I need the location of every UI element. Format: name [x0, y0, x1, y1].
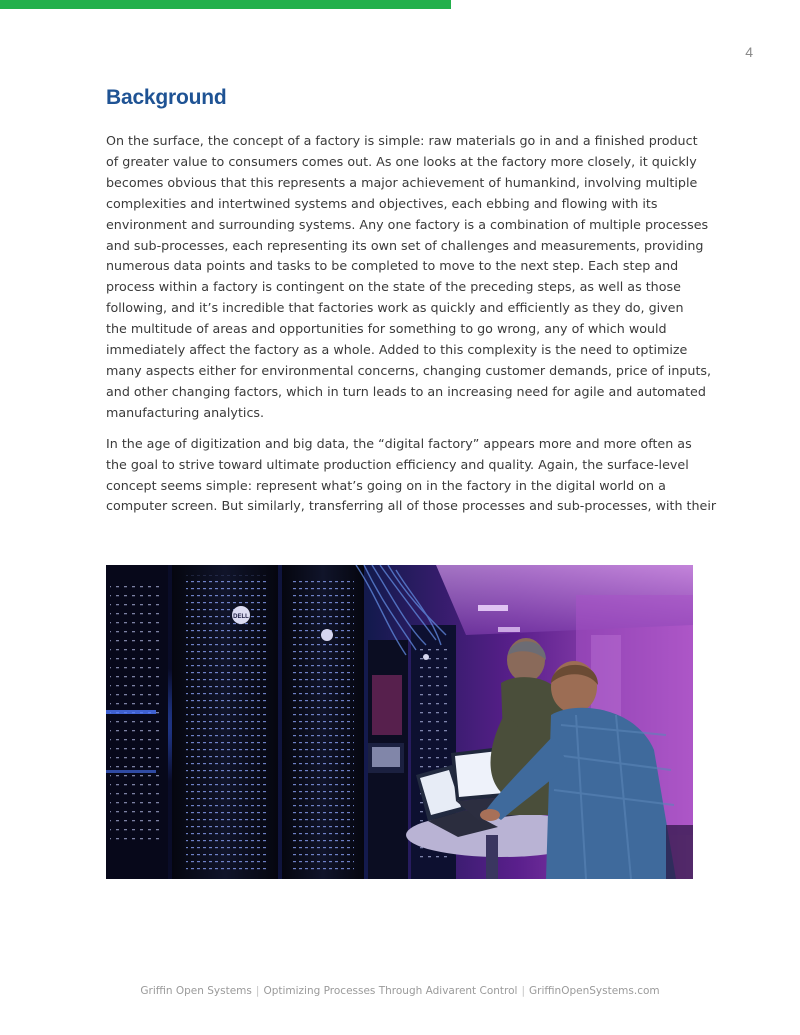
paragraph-2 — [106, 434, 717, 518]
text-line: numerous data points and tasks to be completed to move to the next step. Each step and — [106, 258, 679, 274]
footer-separator: | — [255, 985, 260, 997]
text-line: becomes obvious that this represents a major achievement of humankind, involving multiple — [106, 174, 698, 190]
data-center-photo — [106, 565, 693, 879]
text-line: process within a factory is contingent on the state of the preceding steps, as well as those — [106, 279, 681, 295]
data-center-illustration — [106, 565, 693, 879]
text-line: manufacturing analytics. — [106, 404, 265, 420]
text-line: complexities and intertwined systems and objectives, each ebbing and flowing with its — [106, 195, 658, 211]
footer-website[interactable]: GriffinOpenSystems.com — [529, 985, 660, 997]
text-line: following, and it’s incredible that factories work as quickly and efficiently as they do, given — [106, 300, 684, 316]
text-line: many aspects either for environmental concerns, changing customer demands, price of inputs, — [106, 362, 712, 378]
text-line: the goal to strive toward ultimate production efficiency and quality. Again, the surface-level — [106, 456, 689, 472]
footer-separator: | — [521, 985, 526, 997]
text-line: and sub-processes, each representing its own set of challenges and measurements, providing — [106, 237, 704, 253]
page-number: 4 — [745, 44, 753, 60]
text-line: of greater value to consumers comes out. As one looks at the factory more closely, it quickly — [106, 153, 697, 169]
body-text — [106, 131, 717, 527]
text-line: computer screen. But similarly, transferring all of those processes and sub-processes, with their — [106, 498, 717, 514]
footer-company: Griffin Open Systems — [140, 985, 252, 997]
footer-tagline: Optimizing Processes Through Adivarent Control — [263, 985, 518, 997]
text-line: immediately affect the factory as a whole. Added to this complexity is the need to optimize — [106, 342, 688, 358]
rack-logo-1: DELL — [233, 614, 249, 620]
footer — [0, 985, 800, 997]
section-heading: Background — [106, 86, 227, 109]
text-line: In the age of digitization and big data, the “digital factory” appears more and more often as — [106, 435, 692, 451]
paragraph-1 — [106, 131, 712, 424]
text-line: environment and surrounding systems. Any one factory is a combination of multiple processes — [106, 216, 709, 232]
text-line: the multitude of areas and opportunities for something to go wrong, any of which would — [106, 321, 667, 337]
text-line: On the surface, the concept of a factory is simple: raw materials go in and a finished product — [106, 133, 698, 148]
text-line: and other changing factors, which in turn leads to an increasing need for agile and automated — [106, 383, 706, 399]
top-accent-bar — [0, 0, 451, 9]
text-line: concept seems simple: represent what’s going on in the factory in the digital world on a — [106, 477, 666, 493]
